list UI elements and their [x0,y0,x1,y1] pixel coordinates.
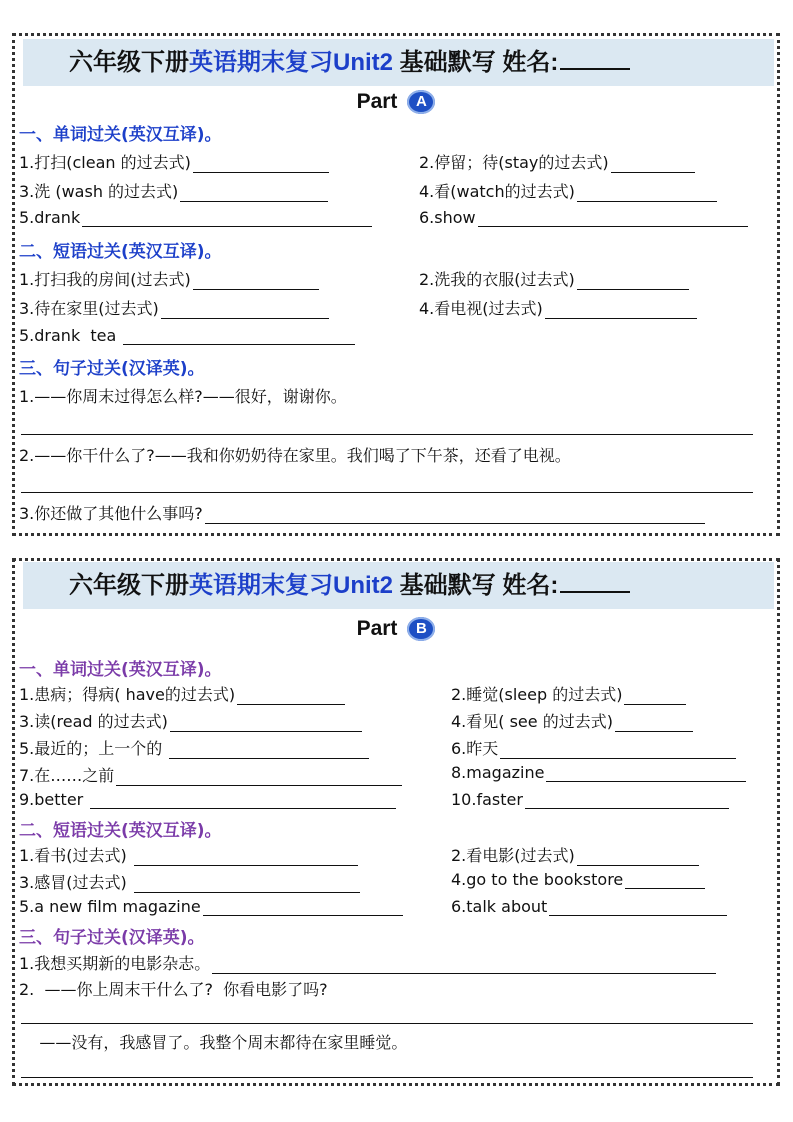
answer-blank[interactable] [577,185,717,202]
answer-blank[interactable] [478,210,748,227]
section-phrases-heading: 二、短语过关(英汉互译)。 [19,821,222,841]
phrase-item[interactable] [19,267,319,290]
answer-blank[interactable] [82,210,372,227]
phrase-prompt: 3.感冒(过去式) [19,873,132,892]
answer-line[interactable] [21,1023,753,1024]
phrase-item[interactable] [19,843,358,866]
worksheet-header [23,39,774,86]
answer-blank[interactable] [525,792,729,809]
phrase-item[interactable] [19,326,355,345]
word-prompt: 4.看(watch的过去式) [419,182,575,201]
sentence-item [19,977,328,1000]
answer-line[interactable] [21,1077,753,1078]
answer-blank[interactable] [205,507,705,524]
word-item[interactable] [19,790,396,809]
sentence-prompt: 1.——你周末过得怎么样?——很好，谢谢你。 [19,387,347,406]
word-prompt: 9.better [19,790,89,809]
word-item[interactable] [419,150,695,173]
word-item[interactable] [19,150,329,173]
word-prompt: 5.drank [19,208,81,227]
word-item[interactable] [19,208,372,227]
word-prompt: 1.患病；得病( have的过去式) [19,685,236,704]
sentence-prompt: 3.你还做了其他什么事吗? [19,504,203,523]
answer-blank[interactable] [500,742,736,759]
answer-blank[interactable] [170,715,362,732]
sentence-item [19,443,571,466]
word-item[interactable] [451,736,736,759]
answer-blank[interactable] [169,742,369,759]
answer-blank[interactable] [611,156,695,173]
phrase-prompt: 6.talk about [451,897,548,916]
phrase-prompt: 4.go to the bookstore [451,870,624,889]
word-prompt: 3.洗 (wash 的过去式) [19,182,179,201]
title-name-label: 基础默写 姓名: [393,572,559,599]
name-blank[interactable] [560,569,630,593]
name-blank[interactable] [560,46,630,70]
phrase-prompt: 1.打扫我的房间(过去式) [19,270,191,289]
sentence-item[interactable] [19,951,716,974]
phrase-item[interactable] [419,296,697,319]
answer-blank[interactable] [625,872,705,889]
answer-blank[interactable] [624,688,686,705]
phrase-item[interactable] [451,870,705,889]
word-prompt: 5.最近的；上一个的 [19,739,168,758]
sentence-prompt: 1.我想买期新的电影杂志。 [19,954,211,973]
title-grade: 六年级下册 [69,49,189,76]
word-prompt: 8.magazine [451,763,545,782]
phrase-prompt: 2.看电影(过去式) [451,846,575,865]
word-item[interactable] [419,208,748,227]
phrase-prompt: 5.drank tea [19,326,122,345]
answer-blank[interactable] [577,849,699,866]
part-label: Part [356,617,398,640]
sentence-item[interactable] [19,501,705,524]
part-heading [15,90,777,114]
section-phrases-heading: 二、短语过关(英汉互译)。 [19,242,222,262]
phrase-item[interactable] [19,296,329,319]
section-sentences-heading: 三、句子过关(汉译英)。 [19,359,205,379]
title-subject: 英语期末复习Unit2 [189,49,393,76]
answer-blank[interactable] [545,302,697,319]
word-prompt: 4.看见( see 的过去式) [451,712,613,731]
sentence-prompt: 2. ——你上周末干什么了? 你看电影了吗? [19,980,328,999]
word-item[interactable] [451,763,746,782]
word-prompt: 1.打扫(clean 的过去式) [19,153,191,172]
phrase-item[interactable] [451,843,699,866]
word-item[interactable] [19,763,402,786]
phrase-item[interactable] [19,897,403,916]
answer-blank[interactable] [180,185,328,202]
worksheet-part-b [12,558,780,1086]
word-prompt: 10.faster [451,790,523,809]
word-prompt: 2.睡觉(sleep 的过去式) [451,685,623,704]
worksheet-part-a [12,33,780,536]
phrase-item[interactable] [451,897,727,916]
section-words-heading: 一、单词过关(英汉互译)。 [19,660,222,680]
section-words-heading: 一、单词过关(英汉互译)。 [19,125,222,145]
phrase-item[interactable] [19,870,360,893]
answer-blank[interactable] [212,957,716,974]
sentence-item [19,384,347,407]
answer-blank[interactable] [116,769,402,786]
answer-blank[interactable] [90,792,396,809]
word-prompt: 3.读(read 的过去式) [19,712,168,731]
sentence-prompt: ——没有，我感冒了。我整个周末都待在家里睡觉。 [19,1033,408,1052]
phrase-prompt: 5.a new film magazine [19,897,201,916]
word-prompt: 7.在……之前 [19,766,115,785]
answer-line[interactable] [21,492,753,493]
part-badge-icon: A [407,90,435,114]
part-heading [15,617,777,641]
phrase-prompt: 2.洗我的衣服(过去式) [419,270,575,289]
word-item[interactable] [451,709,693,732]
word-prompt: 6.show [419,208,476,227]
word-item[interactable] [19,736,369,759]
word-prompt: 6.昨天 [451,739,499,758]
section-sentences-heading: 三、句子过关(汉译英)。 [19,928,205,948]
word-item[interactable] [451,790,729,809]
sentence-prompt: 2.——你干什么了?——我和你奶奶待在家里。我们喝了下午茶，还看了电视。 [19,446,571,465]
answer-blank[interactable] [237,688,345,705]
answer-blank[interactable] [134,849,358,866]
word-prompt: 2.停留；待(stay的过去式) [419,153,609,172]
part-badge-icon: B [407,617,435,641]
word-item[interactable] [451,682,686,705]
answer-blank[interactable] [546,765,746,782]
word-item[interactable] [19,709,362,732]
answer-blank[interactable] [193,273,319,290]
worksheet-header [23,562,774,609]
answer-line[interactable] [21,434,753,435]
answer-blank[interactable] [203,899,403,916]
phrase-prompt: 3.待在家里(过去式) [19,299,159,318]
title-grade: 六年级下册 [69,572,189,599]
phrase-prompt: 1.看书(过去式) [19,846,132,865]
phrase-prompt: 4.看电视(过去式) [419,299,543,318]
word-item[interactable] [19,682,345,705]
part-label: Part [356,90,398,113]
word-item[interactable] [19,179,328,202]
answer-blank[interactable] [123,328,355,345]
word-item[interactable] [419,179,717,202]
answer-blank[interactable] [577,273,689,290]
answer-blank[interactable] [161,302,329,319]
title-name-label: 基础默写 姓名: [393,49,559,76]
title-subject: 英语期末复习Unit2 [189,572,393,599]
answer-blank[interactable] [193,156,329,173]
answer-blank[interactable] [549,899,727,916]
answer-blank[interactable] [134,876,360,893]
sentence-item [19,1030,407,1053]
phrase-item[interactable] [419,267,689,290]
answer-blank[interactable] [615,715,693,732]
